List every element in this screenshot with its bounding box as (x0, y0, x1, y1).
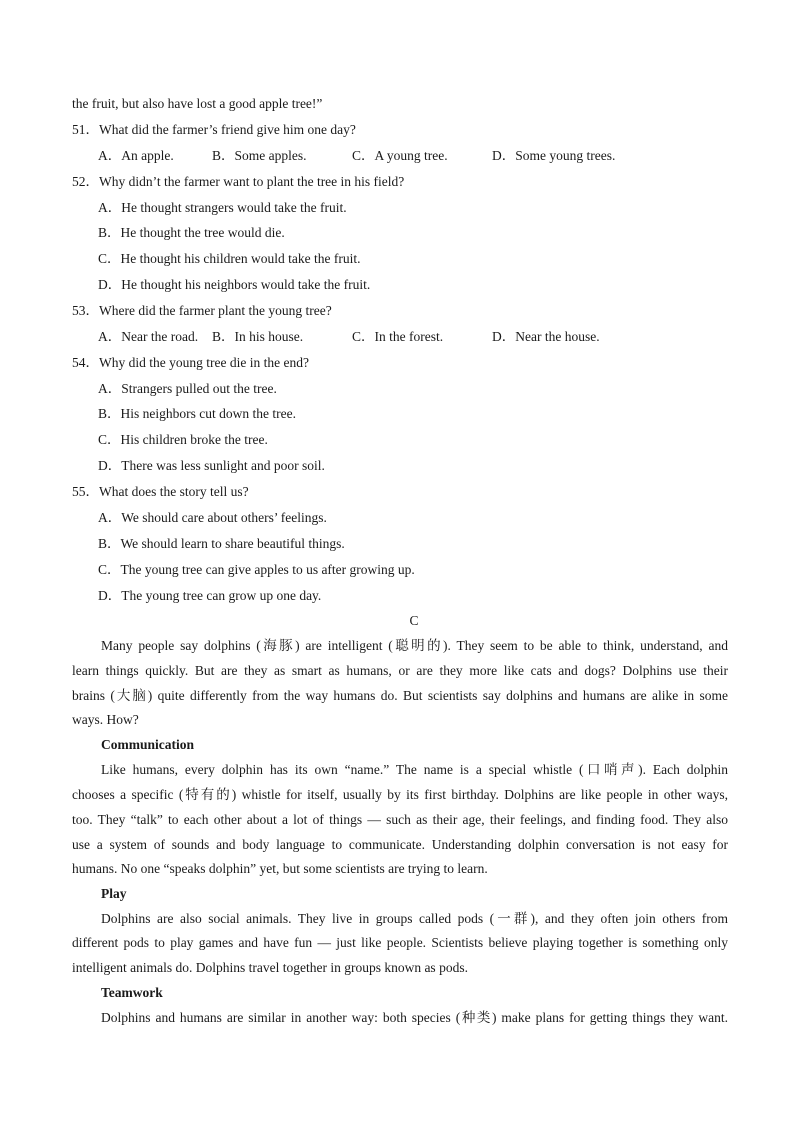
communication-line: use a system of sounds and body language to communicate. Understanding dolphin conversation is not easy for (72, 837, 728, 852)
heading-teamwork: Teamwork (101, 985, 163, 1000)
question-51: 51．What did the farmer’s friend give him one day? (72, 122, 356, 137)
q51-option-c: C．A young tree. (352, 148, 448, 163)
q54-option-d: D．There was less sunlight and poor soil. (98, 458, 325, 473)
communication-line: too. They “talk” to each other about a lot of things — such as their age, their feelings, and finding food. They also (72, 812, 728, 827)
intro-line: brains (大脑) quite differently from the way humans do. But scientists say dolphins and humans are alike in some (72, 688, 728, 703)
teamwork-line: Dolphins and humans are similar in another way: both species (种类) make plans for getting things they want. (101, 1010, 728, 1025)
q52-option-c: C．He thought his children would take the fruit. (98, 251, 361, 266)
intro-line: learn things quickly. But are they as smart as humans, or are they more like cats and dogs? Dolphins use their (72, 663, 728, 678)
question-54: 54．Why did the young tree die in the end? (72, 355, 309, 370)
heading-communication: Communication (101, 737, 195, 752)
q53-option-a: A．Near the road. (98, 329, 199, 344)
q51-option-d: D．Some young trees. (492, 148, 616, 163)
question-52: 52．Why didn’t the farmer want to plant the tree in his field? (72, 174, 405, 189)
q51-option-a: A．An apple. (98, 148, 174, 163)
q55-option-a: A．We should care about others’ feelings. (98, 510, 327, 525)
communication-line: humans. No one “speaks dolphin” yet, but some scientists are trying to learn. (72, 861, 488, 876)
q52-option-a: A．He thought strangers would take the fruit. (98, 200, 347, 215)
previous-passage-tail: the fruit, but also have lost a good apple tree!” (72, 96, 323, 111)
q53-option-c: C．In the forest. (352, 329, 444, 344)
communication-line: chooses a specific (特有的) whistle for itself, usually by its first birthday. Dolphins are like people in other ways, (72, 787, 728, 802)
q54-option-b: B．His neighbors cut down the tree. (98, 406, 296, 421)
heading-play: Play (101, 886, 127, 901)
play-line: different pods to play games and have fun — just like people. Scientists believe playing together is something only (72, 935, 728, 950)
communication-line: Like humans, every dolphin has its own “name.” The name is a special whistle (口哨声). Each dolphin (101, 762, 728, 777)
q53-option-b: B．In his house. (212, 329, 304, 344)
question-53: 53．Where did the farmer plant the young tree? (72, 303, 332, 318)
q52-option-b: B．He thought the tree would die. (98, 225, 285, 240)
q55-option-c: C．The young tree can give apples to us after growing up. (98, 562, 415, 577)
question-55: 55．What does the story tell us? (72, 484, 249, 499)
intro-line: ways. How? (72, 712, 139, 727)
q53-option-d: D．Near the house. (492, 329, 600, 344)
q51-option-b: B．Some apples. (212, 148, 307, 163)
q55-option-b: B．We should learn to share beautiful things. (98, 536, 345, 551)
play-line: intelligent animals do. Dolphins travel together in groups known as pods. (72, 960, 468, 975)
q55-option-d: D．The young tree can grow up one day. (98, 588, 322, 603)
q54-option-a: A．Strangers pulled out the tree. (98, 381, 277, 396)
q52-option-d: D．He thought his neighbors would take the fruit. (98, 277, 371, 292)
section-label: C (409, 613, 419, 628)
play-line: Dolphins are also social animals. They live in groups called pods (一群), and they often join others from (101, 911, 728, 926)
q54-option-c: C．His children broke the tree. (98, 432, 268, 447)
intro-line: Many people say dolphins (海豚) are intelligent (聪明的). They seem to be able to think, understand, and (101, 638, 728, 653)
